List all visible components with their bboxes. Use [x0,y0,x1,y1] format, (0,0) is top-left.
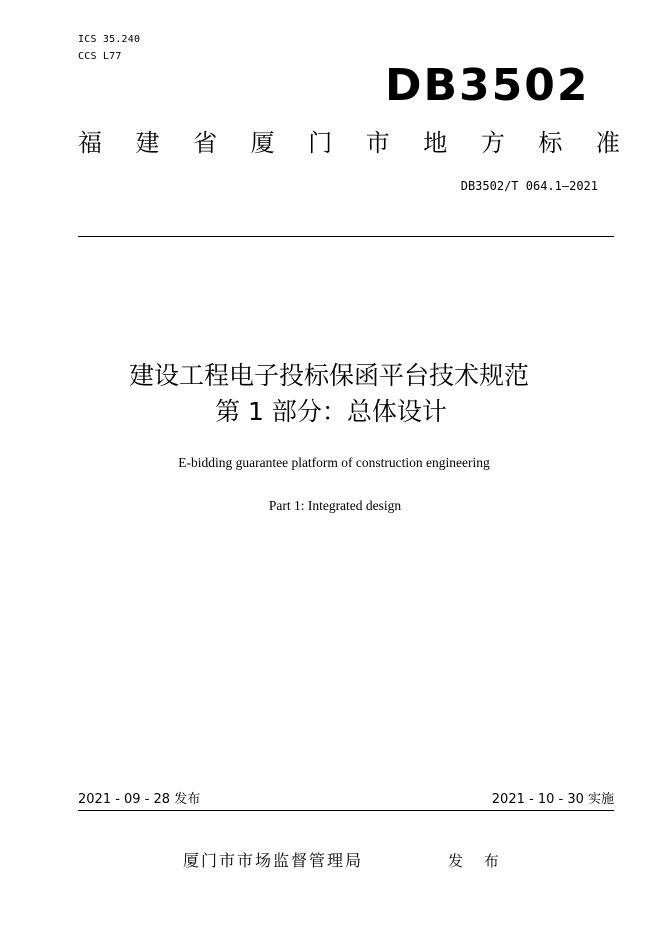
issue-date: 2021 - 09 - 28 发布 [78,792,201,807]
category-char: 门 [308,129,333,157]
bottom-divider [78,810,614,811]
category-char: 建 [135,129,160,157]
title-chinese-line-1: 建设工程电子投标保函平台技术规范 [128,361,529,390]
category-char: 省 [193,129,218,157]
title-english-line-2: Part 1: Integrated design [268,498,402,513]
title-chinese-line-2: 第 1 部分：总体设计 [215,397,447,426]
issue-label: 发 布 [448,852,507,870]
category-char: 厦 [250,129,275,157]
title-english-line-1: E-bidding guarantee platform of construction engineering [178,455,490,470]
implementation-date: 2021 - 10 - 30 实施 [491,792,614,807]
category-char: 地 [423,129,448,157]
ics-code: ICS 35.240 [78,34,141,45]
category-char: 标 [538,129,563,157]
category-char: 福 [78,129,102,157]
category-char: 准 [595,129,620,157]
issuing-authority: 厦门市市场监督管理局 [183,851,364,870]
category-char: 市 [365,129,390,157]
top-divider [78,236,614,237]
standard-number: DB3502/T 064.1—2021 [460,179,598,193]
standard-category [78,126,620,160]
ccs-code: CCS L77 [78,51,122,62]
category-char: 方 [480,129,505,157]
standard-code-logo: DB3502 [385,60,590,111]
